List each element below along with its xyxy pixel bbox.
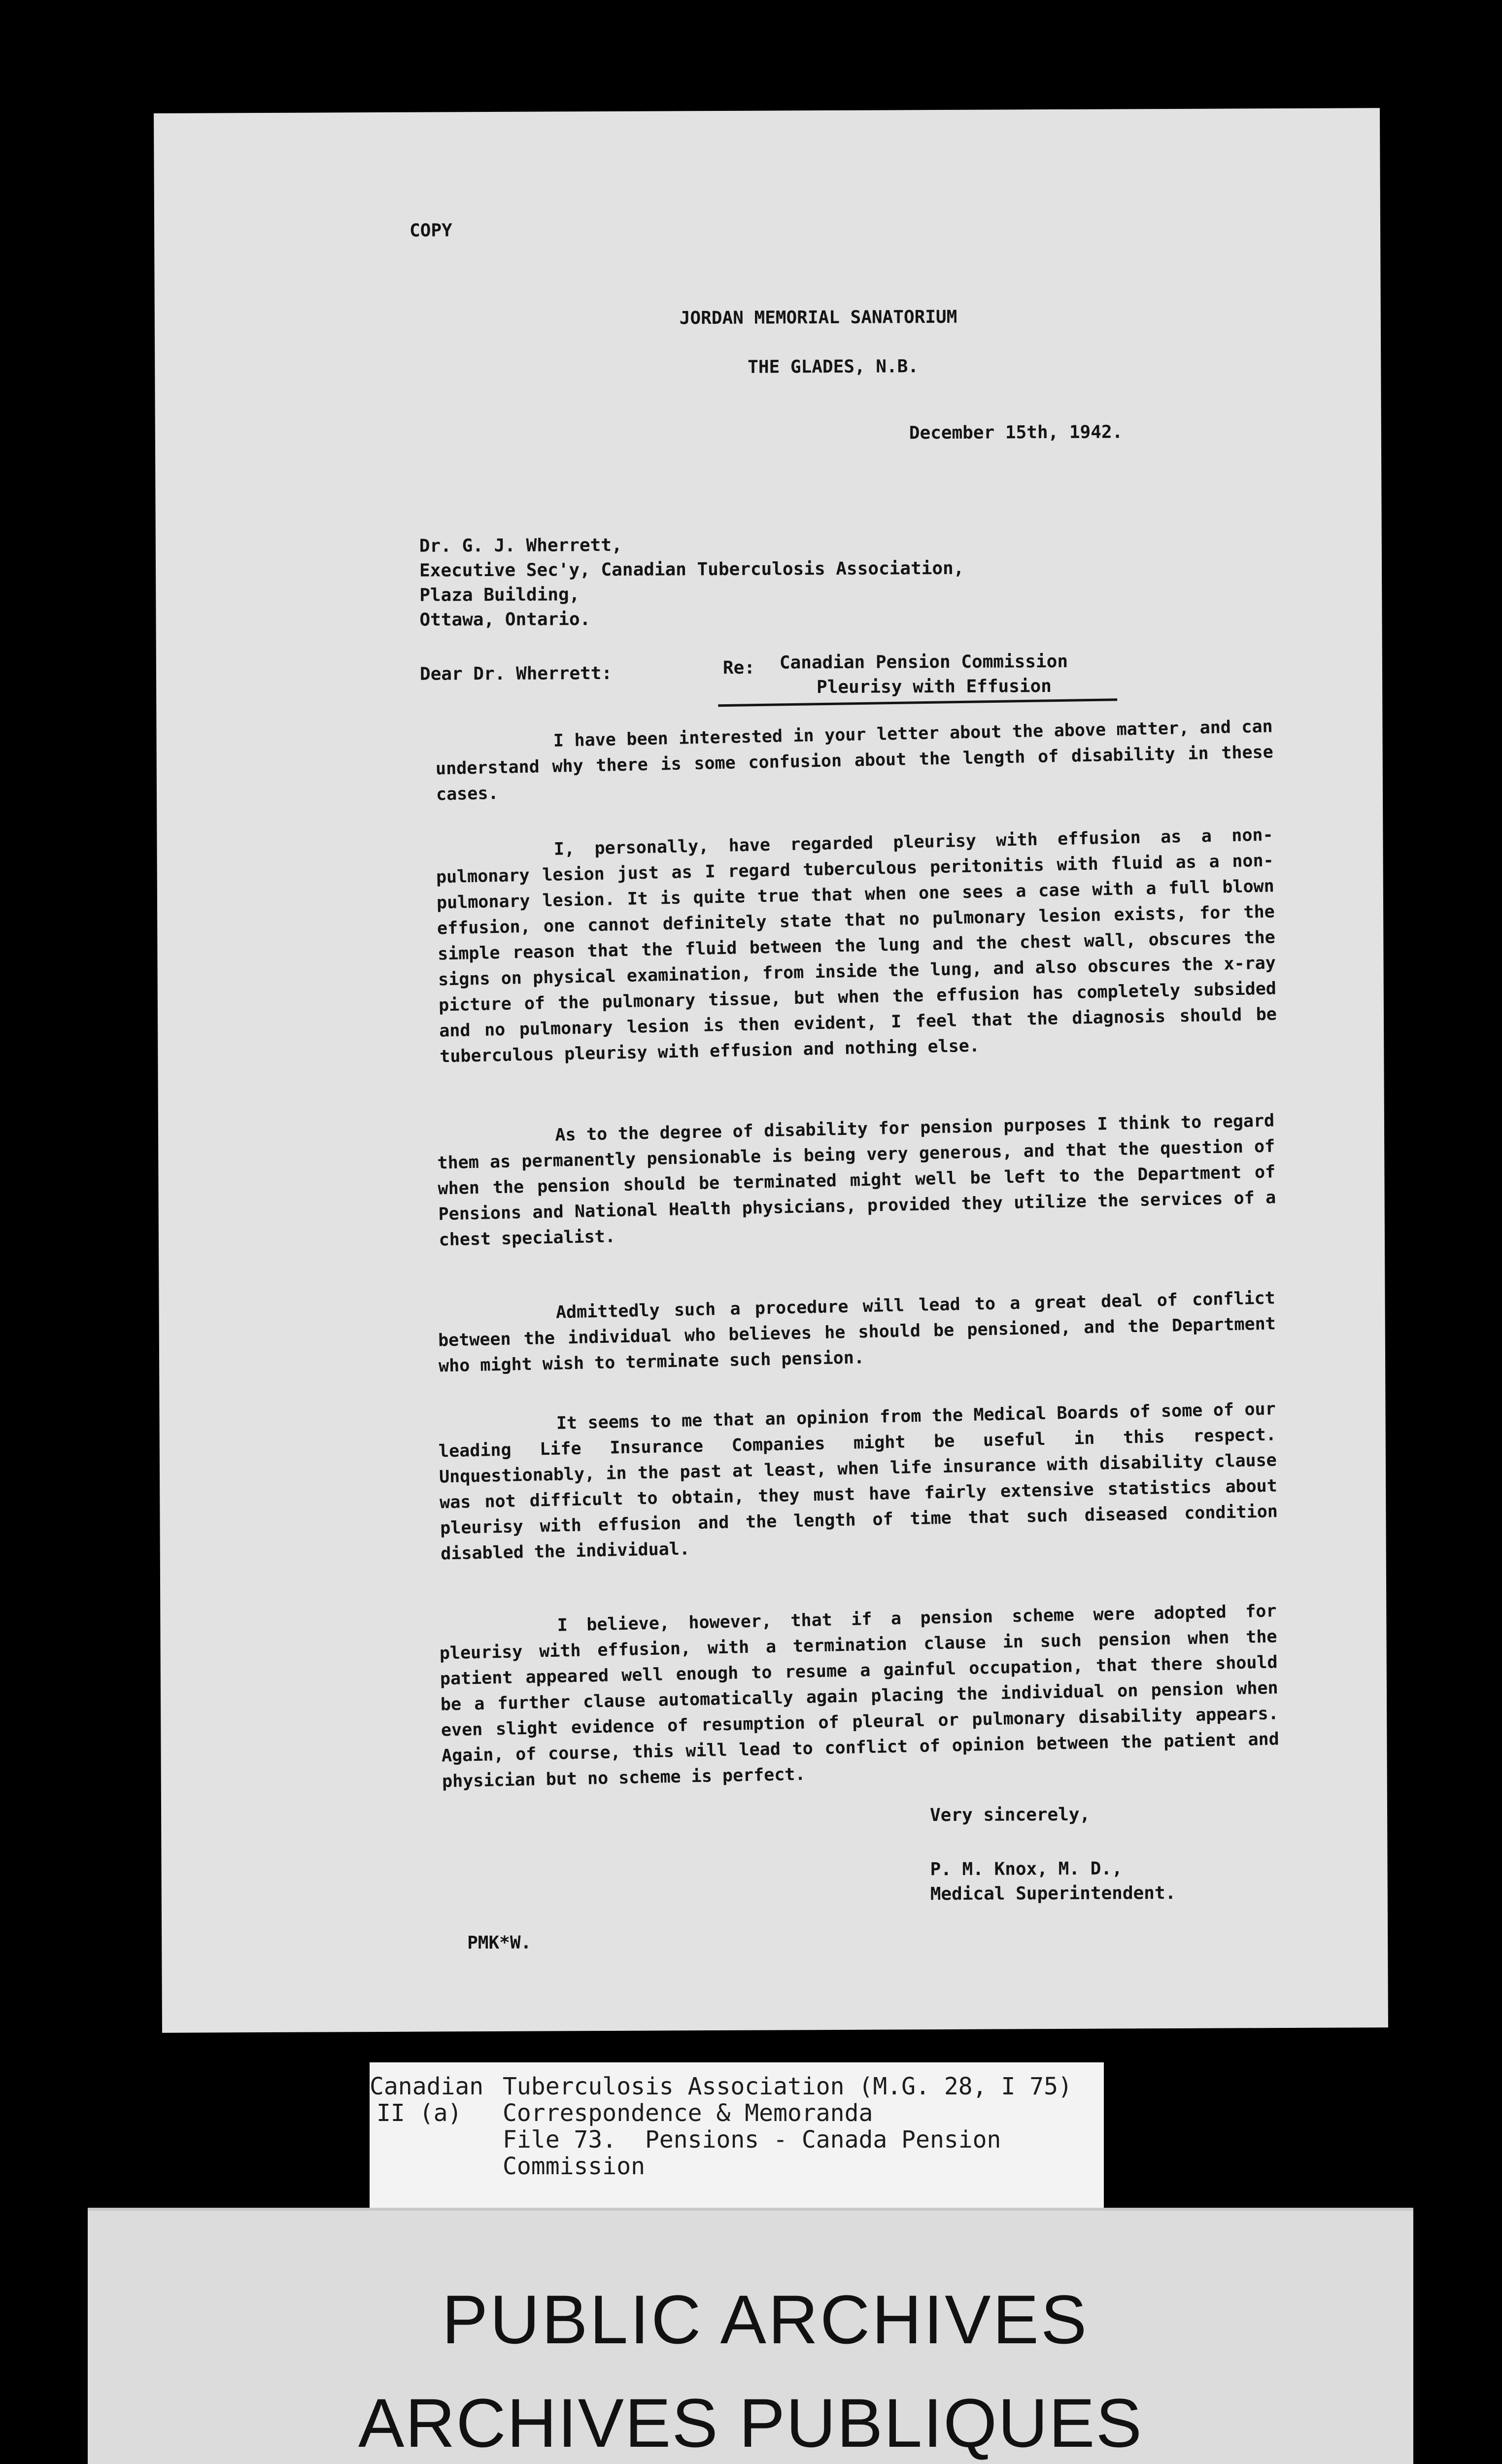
recipient-line-2: Executive Sec'y, Canadian Tuberculosis Association, <box>419 558 964 581</box>
recipient-line-1: Dr. G. J. Wherrett, <box>419 535 622 556</box>
salutation: Dear Dr. Wherrett: <box>419 663 613 684</box>
letter-date: December 15th, 1942. <box>909 422 1123 444</box>
card-file-cont: Commission <box>503 2153 645 2180</box>
card-collection: Canadian <box>370 2073 484 2100</box>
card-line-4 <box>370 2153 1099 2180</box>
stamp-line-2: ARCHIVES PUBLIQUES <box>358 2384 1143 2462</box>
subject-line-1: Canadian Pension Commission <box>779 651 1068 673</box>
paragraph-2: I, personally, have regarded pleurisy with effusion as a non-pulmonary lesion just as I regard tuberculous peritonitis with fluid as a non-pulmonary lesion. It is quite true that when one sees a case with a full blown effusion, one cannot definitely state that no pulmonary lesion exists, for the simple reason that the fluid between the lung and the chest wall, obscures the signs on physical examination, from inside the lung, and also obscures the x-ray picture of the pulmonary tissue, but when the effusion has completely subsided and no pulmonary lesion is then evident, I feel that the diagnosis should be tuberculous pleurisy with effusion and nothing else. <box>436 825 1277 1067</box>
letterhead-institution: JORDAN MEMORIAL SANATORIUM <box>679 307 957 329</box>
letter-page <box>154 108 1388 2033</box>
closing: Very sincerely, <box>929 1804 1091 1826</box>
recipient-line-4: Ottawa, Ontario. <box>419 609 591 630</box>
card-line-1 <box>370 2073 1099 2100</box>
paragraph-6: I believe, however, that if a pension scheme were adopted for pleurisy with effusion, with a termination clause in such pension when the patient appeared well enough to resume a gainful occupation, that there should be a further clause automatically again placing the individual on pension when even slight evidence of resumption of pleural or pulmonary disability appears. Again, of course, this will lead to conflict of opinion between the patient and physician but no scheme is perfect. <box>439 1601 1280 1792</box>
paragraph-5: It seems to me that an opinion from the Medical Boards of some of our leading Life Insurance Companies might be useful in this respect. Unquestionably, in the past at least, when life insurance with disability clause was not difficult to obtain, they must have fairly extensive statistics about pleurisy with effusion and the length of time that such diseased condition disabled the individual. <box>438 1399 1278 1564</box>
card-series: II (a) <box>376 2099 462 2127</box>
paragraph-4: Admittedly such a procedure will lead to a great deal of conflict between the individual who believes he should be pensioned, and the Department who might wish to terminate such pension. <box>438 1288 1276 1376</box>
archives-stamp <box>88 2208 1413 2464</box>
copy-mark: COPY <box>409 220 452 241</box>
card-line-3 <box>370 2126 1099 2153</box>
subject-line-2: Pleurisy with Effusion <box>817 676 1052 698</box>
letterhead-location: THE GLADES, N.B. <box>748 356 919 377</box>
stamp-line-1: PUBLIC ARCHIVES <box>442 2281 1089 2358</box>
paragraph-1: I have been interested in your letter about the above matter, and can understand why there is some confusion about the length of disability in these cases. <box>435 717 1274 805</box>
card-file: File 73. Pensions - Canada Pension <box>503 2126 1001 2154</box>
recipient-line-3: Plaza Building, <box>419 584 580 606</box>
archive-reference-card <box>370 2062 1104 2215</box>
typist-initials: PMK*W. <box>467 1932 532 1953</box>
card-subseries: Correspondence & Memoranda <box>503 2099 873 2127</box>
card-line-2 <box>370 2100 1099 2126</box>
subject-label: Re: <box>722 657 755 678</box>
paragraph-3: As to the degree of disability for pension purposes I think to regard them as permanently pensionable is being very generous, and that the question of when the pension should be terminated might well be left to the Department of Pensions and National Health physicians, provided they utilize the services of a chest specialist. <box>437 1111 1276 1250</box>
signature-name: P. M. Knox, M. D., <box>930 1858 1123 1880</box>
card-association: Tuberculosis Association (M.G. 28, I 75) <box>503 2073 1072 2100</box>
signature-title: Medical Superintendent. <box>930 1882 1176 1905</box>
